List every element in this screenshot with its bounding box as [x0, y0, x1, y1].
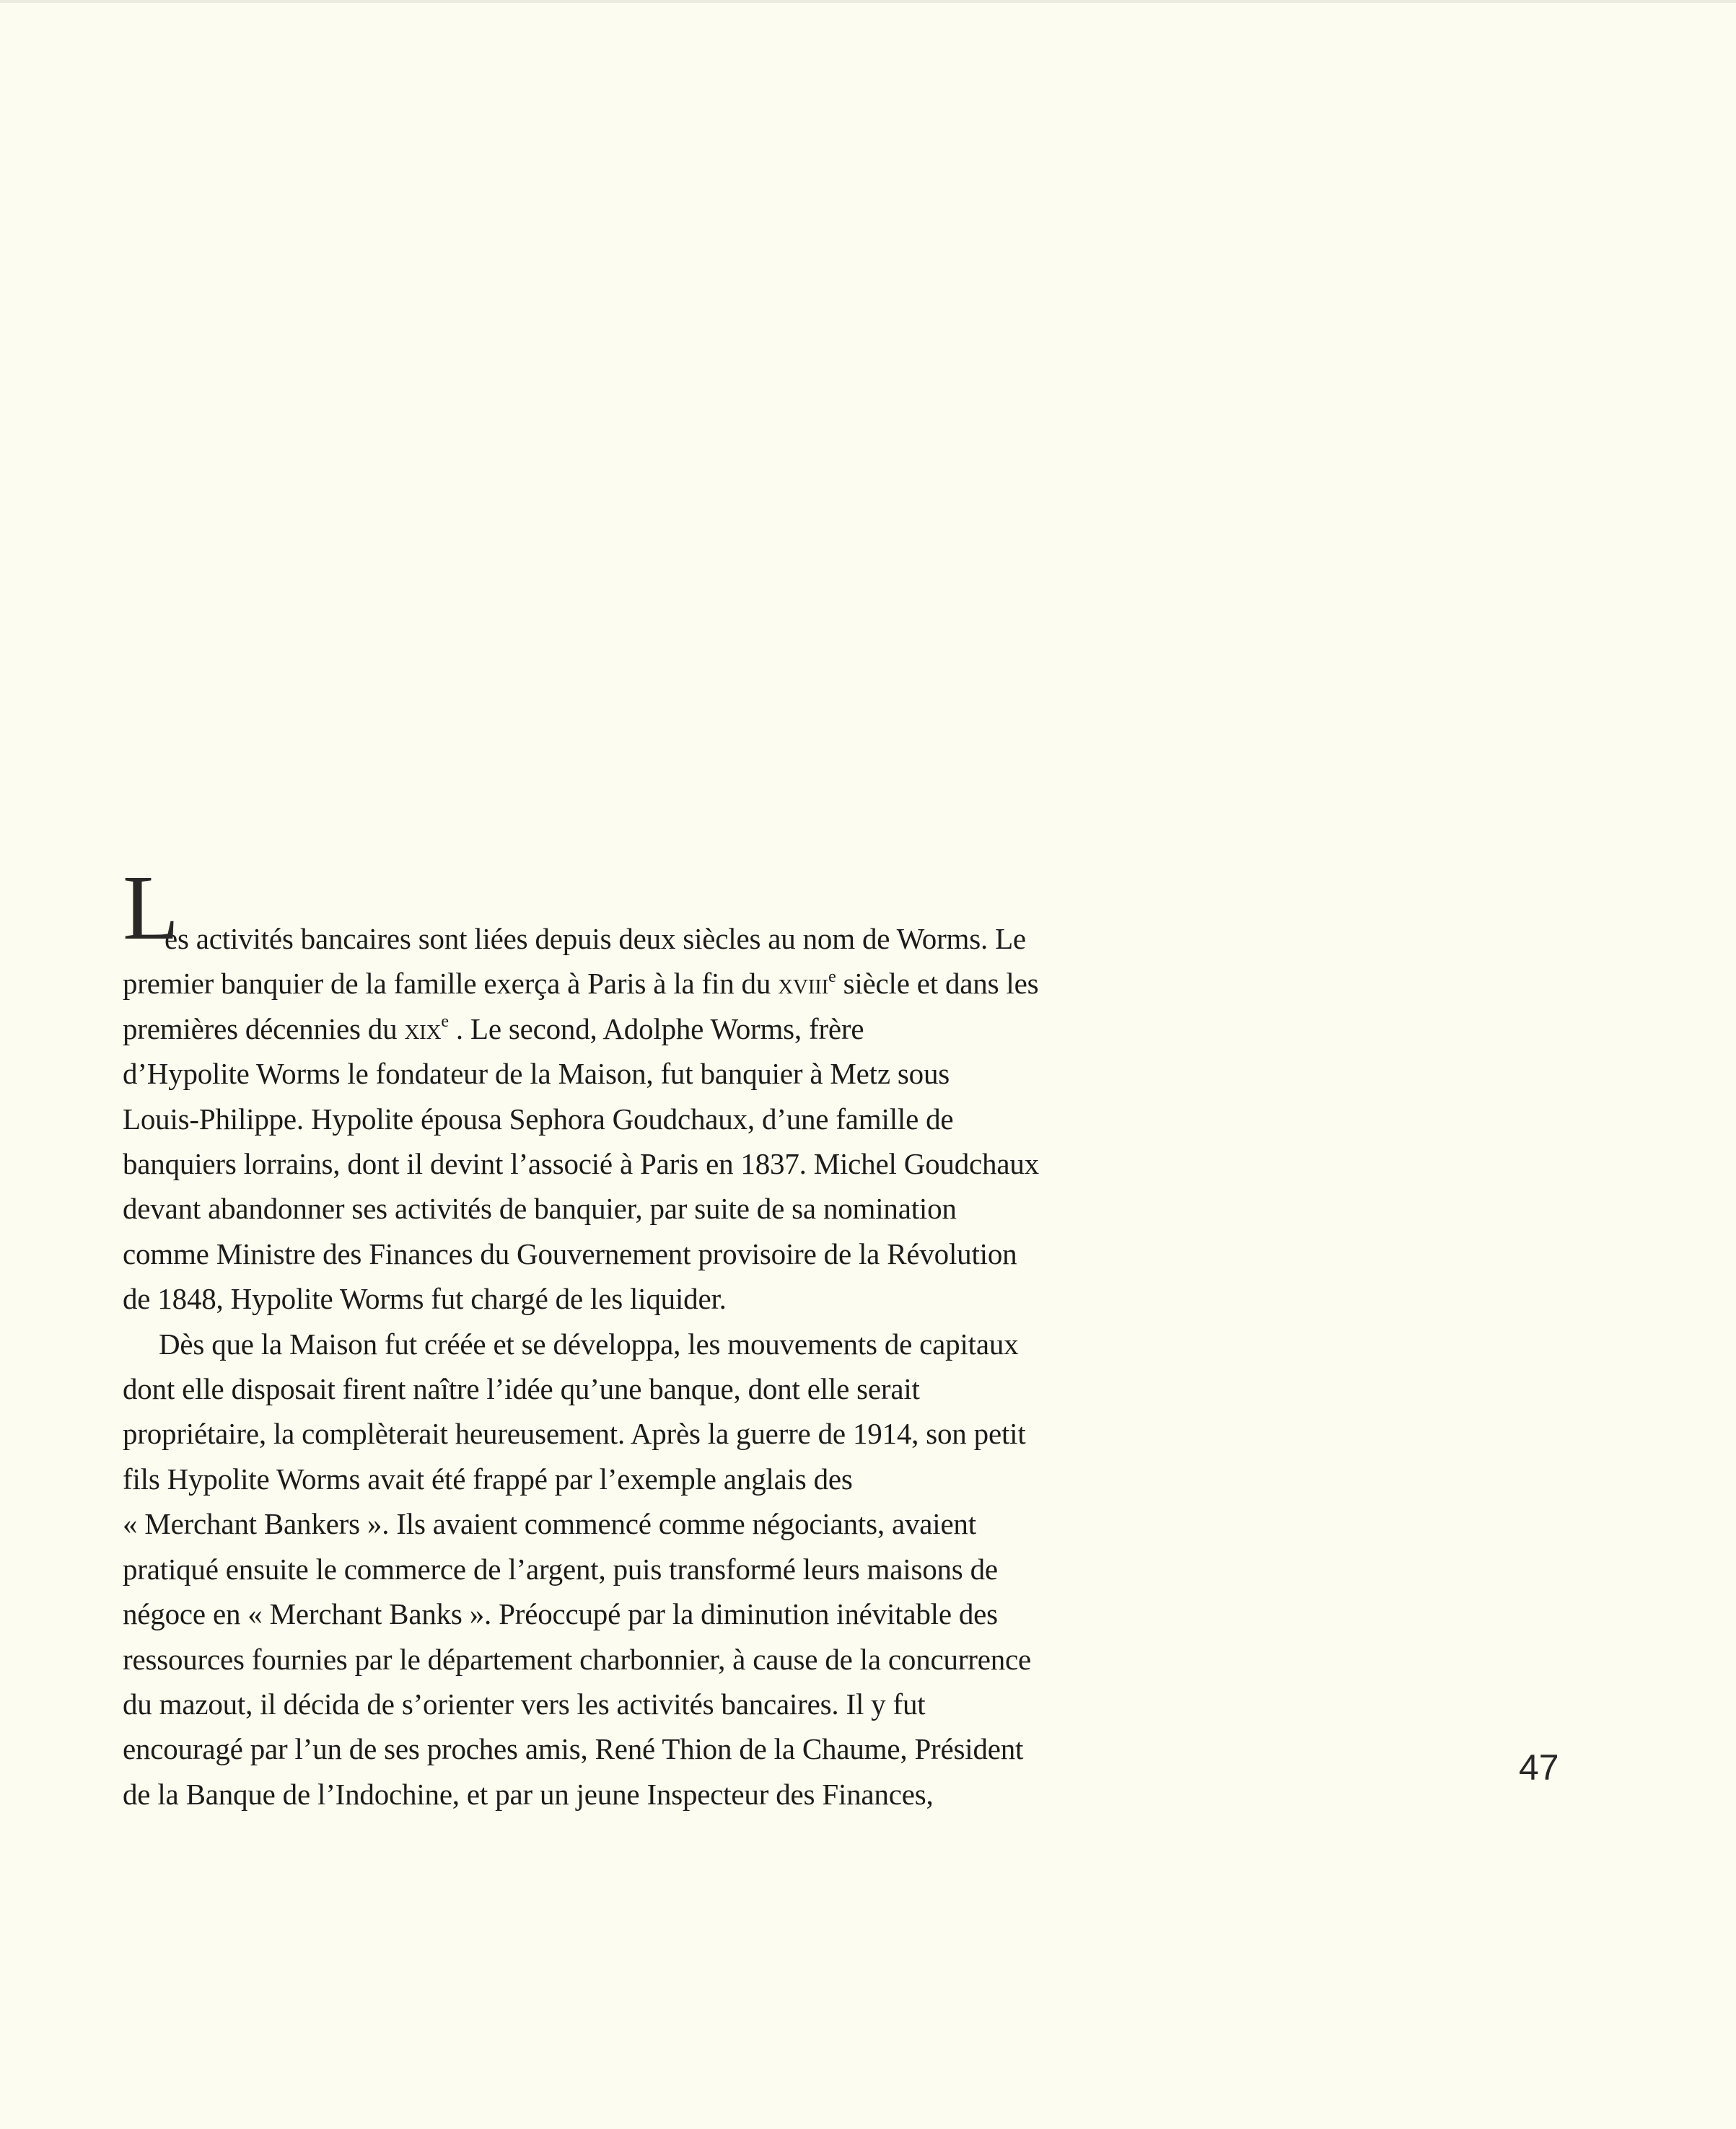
text-line: devant abandonner ses activités de banquier, par suite de sa nomination [123, 1192, 957, 1226]
text-line: fils Hypolite Worms avait été frappé par l’exemple anglais des [123, 1462, 853, 1496]
text-line: Dès que la Maison fut créée et se développa, les mouvements de capitaux [159, 1327, 1019, 1361]
text-line: d’Hypolite Worms le fondateur de la Maison, fut banquier à Metz sous [123, 1057, 950, 1091]
text-line: banquiers lorrains, dont il devint l’associé à Paris en 1837. Michel Goudchaux [123, 1147, 1039, 1181]
text-line: es activités bancaires sont liées depuis deux siècles au nom de Worms. Le [165, 922, 1026, 955]
text-line: « Merchant Bankers ». Ils avaient commencé comme négociants, avaient [123, 1507, 976, 1541]
text-line: pratiqué ensuite le commerce de l’argent, puis transformé leurs maisons de [123, 1552, 998, 1586]
drop-cap: L [123, 856, 179, 959]
page-number: 47 [1519, 1747, 1559, 1788]
paragraph-2 [123, 1322, 1248, 1817]
text-line: encouragé par l’un de ses proches amis, René Thion de la Chaume, Président [123, 1732, 1024, 1766]
text-line: ressources fournies par le département charbonnier, à cause de la concurrence [123, 1642, 1032, 1676]
text-line: dont elle disposait firent naître l’idée qu’une banque, dont elle serait [123, 1372, 920, 1406]
text-line: Louis-Philippe. Hypolite épousa Sephora Goudchaux, d’une famille de [123, 1102, 954, 1136]
text-line: de 1848, Hypolite Worms fut chargé de les liquider. [123, 1282, 727, 1316]
text-line: de la Banque de l’Indochine, et par un jeune Inspecteur des Finances, [123, 1777, 934, 1811]
paragraph-1 [123, 916, 1248, 1322]
text-line: comme Ministre des Finances du Gouvernement provisoire de la Révolution [123, 1237, 1017, 1270]
page-top-edge [0, 0, 1736, 3]
text-line: du mazout, il décida de s’orienter vers les activités bancaires. Il y fut [123, 1687, 926, 1721]
text-line: premier banquier de la famille exerça à Paris à la fin du xviii$^e$ siècle et dans les [123, 967, 1039, 1001]
body-text [123, 856, 1248, 1817]
text-line: premières décennies du xix$^e$ . Le second, Adolphe Worms, frère [123, 1011, 864, 1045]
text-line: négoce en « Merchant Banks ». Préoccupé par la diminution inévitable des [123, 1597, 998, 1631]
text-line: propriétaire, la complèterait heureusement. Après la guerre de 1914, son petit [123, 1417, 1026, 1451]
